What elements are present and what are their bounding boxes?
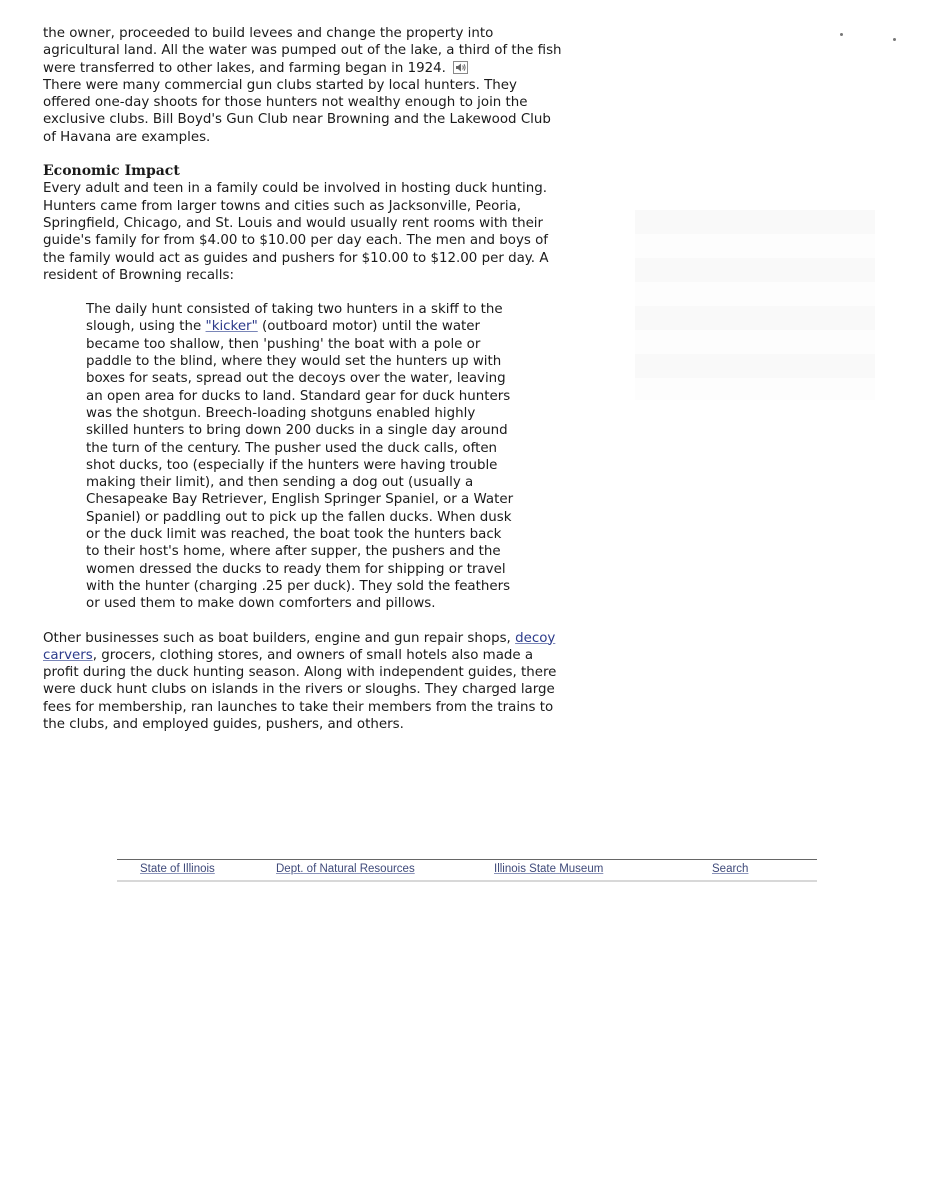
closing-text-start: Other businesses such as boat builders, engine and gun repair shops, xyxy=(43,630,511,646)
intro-paragraph xyxy=(43,25,563,146)
kicker-link[interactable]: "kicker" xyxy=(205,319,258,335)
article-body xyxy=(43,25,563,733)
section-text: Every adult and teen in a family could be involved in hosting duck hunting. Hunters came from larger towns and cities such as Jacksonville, Peoria, Springfield, Chicago, and St. Louis and would usually rent rooms with their guide's family for from $4.00 to $10.00 per day each. The men and boys of the family would act as guides and pushers for $10.00 to $12.00 per day. A resident of Browning recalls: xyxy=(43,181,549,283)
footer-divider xyxy=(117,880,817,882)
footer-link-state-of-illinois[interactable]: State of Illinois xyxy=(140,863,215,875)
footer-link-dnr[interactable]: Dept. of Natural Resources xyxy=(276,863,415,875)
footer-nav xyxy=(117,859,817,882)
speaker-icon[interactable] xyxy=(453,61,468,74)
faded-image-block xyxy=(635,210,875,400)
quote-text-start: The daily hunt consisted of taking two hunters in a skiff to the slough, using the xyxy=(86,302,503,335)
footer-link-state-museum[interactable]: Illinois State Museum xyxy=(494,863,604,875)
decoy-carvers-link[interactable]: decoy carvers xyxy=(43,630,556,663)
intro-text: the owner, proceeded to build levees and change the property into agricultural land. All the water was pumped out of the lake, a third of the fish were transferred to other lakes, and farming began in 1924. xyxy=(43,26,562,76)
section-heading: Economic Impact xyxy=(43,163,180,180)
speck xyxy=(893,38,896,41)
speck xyxy=(840,33,843,36)
quote-text-end: (outboard motor) until the water became too shallow, then 'pushing' the boat with a pole or paddle to the blind, where they would set the hunters up with boxes for seats, spread out the decoys over the water, leaving an open area for ducks to land. Standard gear for duck hunters was the shotgun. Breech-loading shotguns enabled highly skilled hunters to bring down 200 ducks in a single day around the turn of the century. The pusher used the duck calls, often shot ducks, too (especially if the hunters were having trouble making their limit), and then sending a dog out (usually a Chesapeake Bay Retriever, English Springer Spaniel, or a Water Spaniel) or paddling out to pick up the fallen ducks. When dusk or the duck limit was reached, the boat took the hunters back to their host's home, where after supper, the pushers and the women dressed the ducks to ready them for shipping or travel with the hunter (charging .25 per duck). They sold the feathers or used them to make down comforters and pillows. xyxy=(86,319,514,612)
intro-text-2: There were many commercial gun clubs started by local hunters. They offered one-day shoots for those hunters not wealthy enough to join the exclusive clubs. Bill Boyd's Gun Club near Browning and the Lakewood Club of Havana are examples. xyxy=(43,77,551,145)
closing-text-end: , grocers, clothing stores, and owners of small hotels also made a profit during the duck hunting season. Along with independent guides, there were duck hunt clubs on islands in the rivers or sloughs. They charged large fees for membership, ran launches to take their members from the trains to the clubs, and employed guides, pushers, and others. xyxy=(43,647,557,732)
spacer xyxy=(43,284,563,301)
faded-sidebar-artwork xyxy=(635,30,905,470)
closing-paragraph xyxy=(43,630,563,734)
footer-link-search[interactable]: Search xyxy=(712,863,749,875)
quote-block xyxy=(86,301,516,612)
economic-impact-section xyxy=(43,163,563,284)
